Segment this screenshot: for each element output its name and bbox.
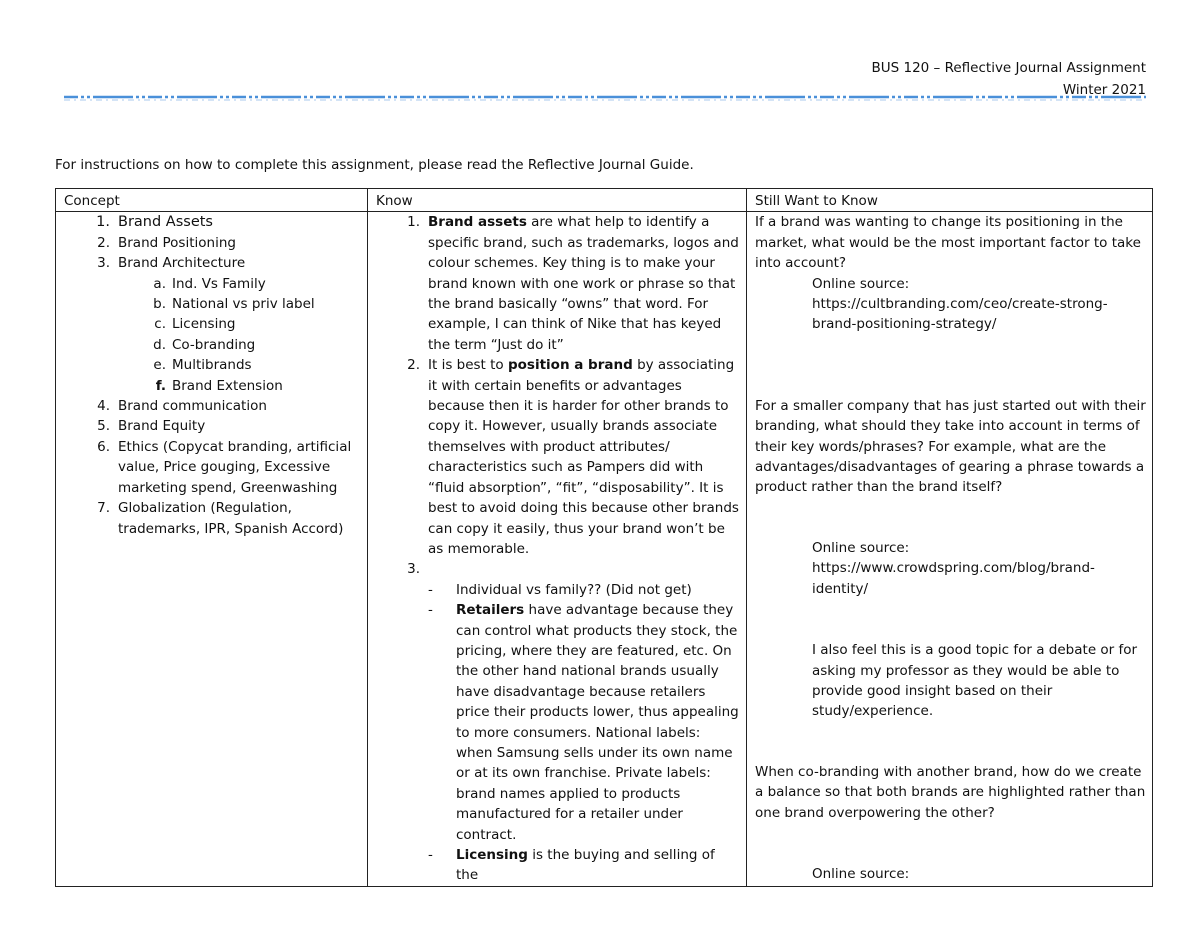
still-want-to-know-cell [747,212,1153,886]
concept-list [56,212,361,539]
list-item: 1. Brand assets are what help to identify a specific brand, such as trademarks, logos and colour schemes. Key thing is to make your brand known with one work or phrase so that the brand basically “owns” that word. For example, I can think of Nike that has keyed the term “Just do it” [407,214,739,353]
list-item: - Individual vs family?? (Did not get) [428,581,692,598]
list-item: a. Ind. Vs Family [153,275,266,292]
term-label: Winter 2021 [1062,82,1146,98]
question-key-words: For a smaller company that has just started out with their branding, what should they take into account in terms of their key words/phrases? For example, what are the advantages/disadvantages of gearing a phrase towards a product rather than the brand itself? [755,397,1146,496]
list-item: 1. Brand Assets [96,214,213,231]
column-header-still-want-to-know: Still Want to Know [747,189,1153,212]
know-cell [368,212,747,886]
list-item: 4. Brand communication [97,398,267,415]
list-item: 3. - Individual vs family?? (Did not get) - Retailers have advantage because they can control what products they stock, the pricing, where they are featured, etc. On the other hand national brands usually have disadvantage because retailers price their products lower, thus appealing to more consumers. National labels: when Samsung sells under its own name or at its own franchise. Private labels: brand names applied to products manufactured for a retailer under contract. - Licensing is the buying and selling of the [368,559,740,886]
list-item: c. Licensing [154,316,236,333]
list-item: d. Co-branding [153,336,256,353]
list-item: e. Multibrands [153,357,252,374]
debate-note: I also feel this is a good topic for a debate or for asking my professor as they would be able to provide good insight based on their study/experience. [812,642,1138,720]
concept-cell [56,212,368,886]
decorative-dash-rule [64,95,1146,101]
online-source-label: Online source: [812,865,910,882]
list-item: 6. Ethics (Copycat branding, artificial value, Price gouging, Excessive marketing spend, Greenwashing [97,438,352,496]
question-co-branding: When co-branding with another brand, how do we create a balance so that both brands are highlighted rather than one brand overpowering the other? [755,763,1146,821]
list-item: 3. Brand Architecture [97,255,246,272]
question-positioning: If a brand was wanting to change its positioning in the market, what would be the most important factor to take into account? [755,214,1141,272]
know-list [368,212,740,885]
list-item: b. National vs priv label [153,296,315,313]
instructions-text: For instructions on how to complete this assignment, please read the Reflective Journal Guide. [55,157,694,173]
course-title: BUS 120 – Reflective Journal Assignment [871,60,1146,76]
online-source-url: https://cultbranding.com/ceo/create-strong-brand-positioning-strategy/ [812,296,1108,333]
column-header-know: Know [368,189,747,212]
list-item: - Retailers have advantage because they can control what products they stock, the pricing, where they are featured, etc. On the other hand national brands usually have disadvantage because retailers price their products lower, thus appealing to more consumers. National labels: when Samsung sells under its own name or at its own franchise. Private labels: brand names applied to products manufactured for a retailer under contract. [428,602,739,843]
online-source-label: Online source: [812,539,910,556]
list-item: 2. It is best to position a brand by associating it with certain benefits or advantages because then it is harder for other brands to copy it. However, usually brands associate themselves with product attributes/ characteristics such as Pampers did with “fluid absorption”, “fit”, “disposability”. It is best to avoid doing this because other brands can copy it easily, thus your brand won’t be as memorable. [407,357,739,557]
list-item: - Licensing is the buying and selling of the [428,847,715,884]
table-row [56,212,1153,886]
online-source-label: Online source: [812,275,910,292]
list-item: 5. Brand Equity [97,418,206,435]
online-source-url: https://www.crowdspring.com/blog/brand-identity/ [812,560,1095,597]
table-header-row [56,189,1153,212]
know-sublist [368,580,740,886]
column-header-concept: Concept [56,189,368,212]
list-item: 2. Brand Positioning [97,234,236,251]
journal-table [55,188,1153,887]
list-item: 7. Globalization (Regulation, trademarks, IPR, Spanish Accord) [97,500,344,537]
list-item: f. Brand Extension [155,377,283,394]
